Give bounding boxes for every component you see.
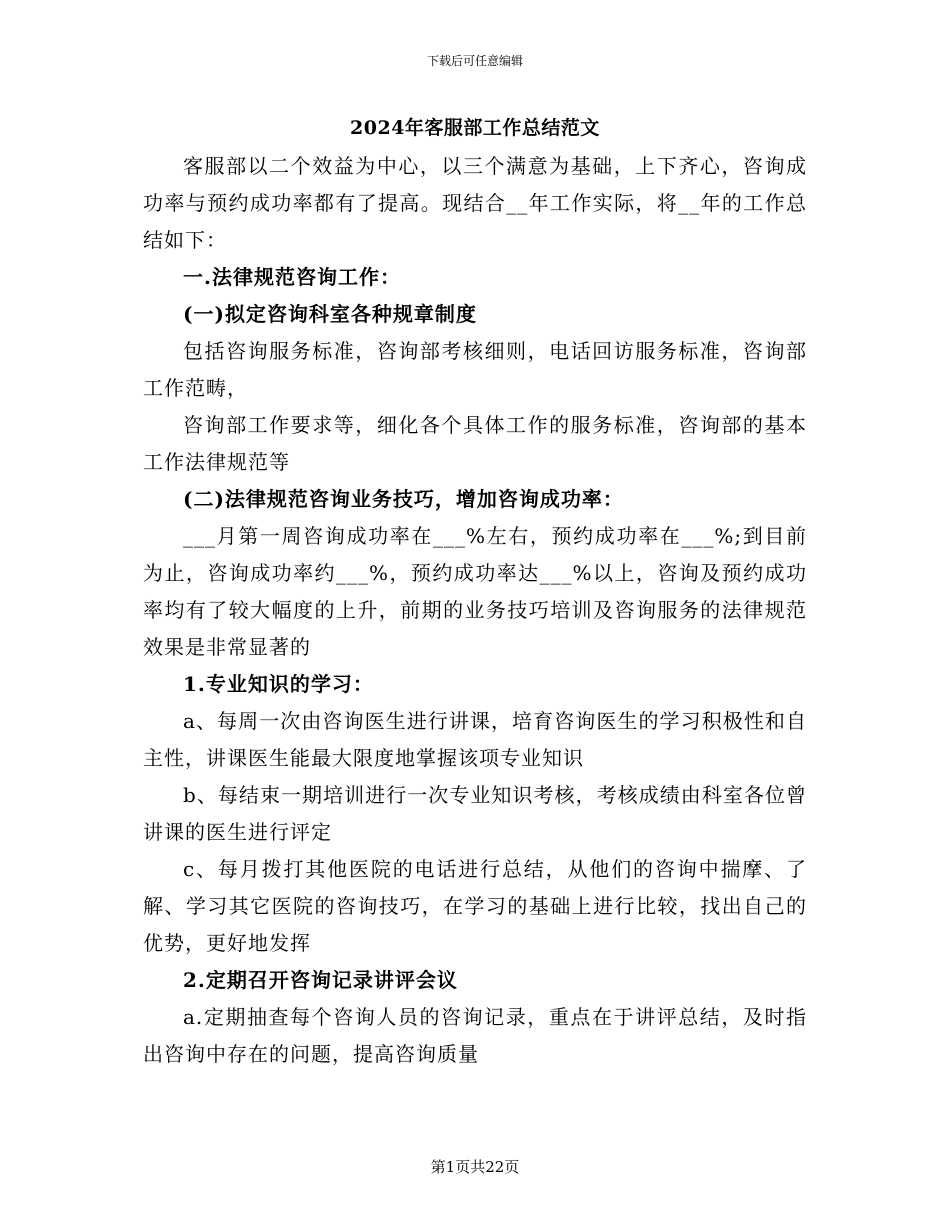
paragraph-body: 包括咨询服务标准，咨询部考核细则，电话回访服务标准，咨询部工作范畴， <box>143 339 807 400</box>
paragraph-body: a、每周一次由咨询医生进行讲课，培育咨询医生的学习积极性和自主性，讲课医生能最大限度地掌握该项专业知识 <box>143 709 807 770</box>
paragraph-body: b、每结束一期培训进行一次专业知识考核，考核成绩由科室各位曾讲课的医生进行评定 <box>143 783 807 844</box>
item-heading-1: 1.专业知识的学习： <box>183 672 374 696</box>
paragraph-body: 咨询部工作要求等，细化各个具体工作的服务标准，咨询部的基本工作法律规范等 <box>143 413 807 474</box>
paragraph-body: a.定期抽查每个咨询人员的咨询记录，重点在于讲评总结，及时指出咨询中存在的问题，提高咨询质量 <box>143 1005 807 1066</box>
header-note: 下载后可任意编辑 <box>426 54 523 68</box>
subsection-heading-2: (二)法律规范咨询业务技巧，增加咨询成功率： <box>183 487 624 511</box>
page-footer: 第1页共22页 <box>430 1158 520 1176</box>
section-heading-1: 一.法律规范咨询工作： <box>183 265 401 289</box>
document-title: 2024年客服部工作总结范文 <box>350 117 600 139</box>
subsection-heading-1: (一)拟定咨询科室各种规章制度 <box>183 302 477 326</box>
paragraph-body: c、每月拨打其他医院的电话进行总结，从他们的咨询中揣摩、了解、学习其它医院的咨询技巧，在学习的基础上进行比较，找出自己的优势，更好地发挥 <box>143 857 807 955</box>
item-heading-2: 2.定期召开咨询记录讲评会议 <box>183 968 458 992</box>
document-body <box>143 148 807 1073</box>
paragraph-body: ___月第一周咨询成功率在___%左右，预约成功率在___%;到目前为止，咨询成功率约___%，预约成功率达___%以上，咨询及预约成功率均有了较大幅度的上升，前期的业务技巧培训及咨询服务的法律规范效果是非常显著的 <box>143 524 807 659</box>
paragraph-intro: 客服部以二个效益为中心，以三个满意为基础，上下齐心，咨询成功率与预约成功率都有了提高。现结合__年工作实际，将__年的工作总结如下： <box>143 154 807 252</box>
